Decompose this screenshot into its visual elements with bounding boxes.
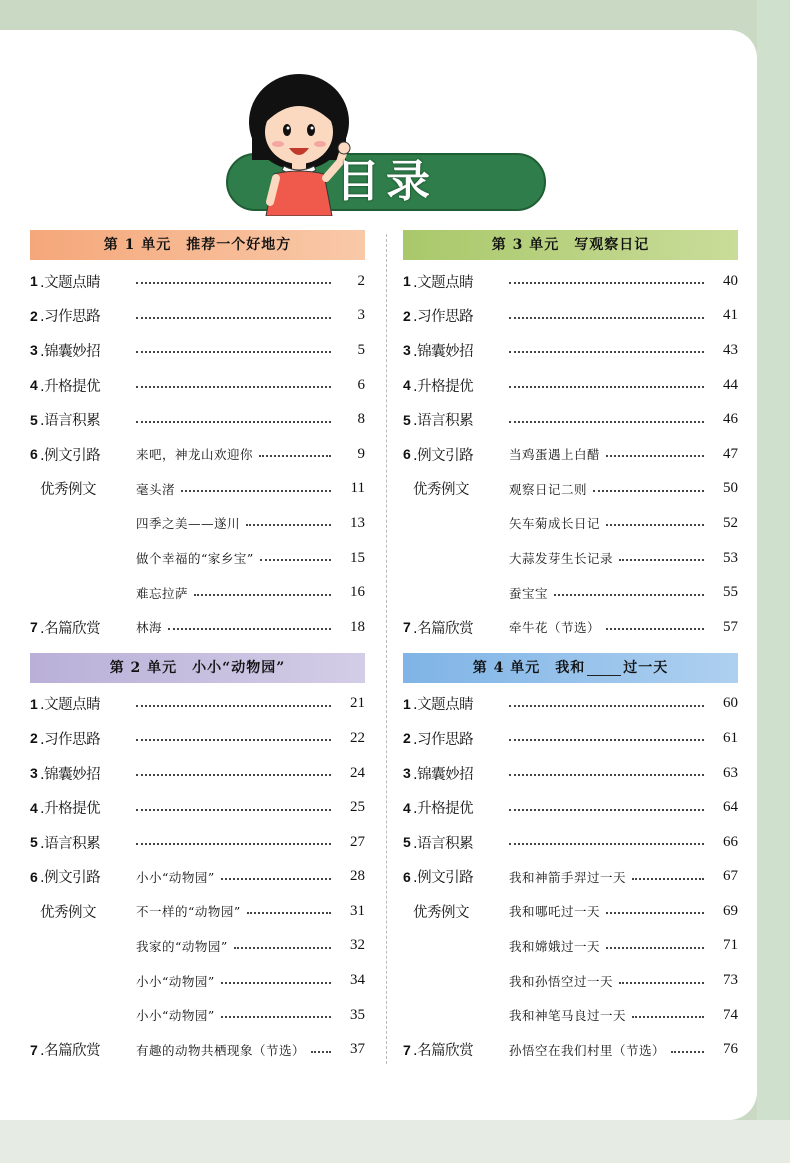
- entry-page-number: 27: [350, 833, 365, 850]
- entry-label: .文题点睛: [40, 697, 101, 714]
- entry-page-number: 28: [350, 868, 365, 885]
- toc-entry[interactable]: [30, 790, 365, 825]
- unit-4-header-suffix: 过一天: [623, 659, 669, 676]
- background-bottom-band: [0, 1120, 790, 1163]
- entry-title: 我和孙悟空过一天: [509, 973, 614, 989]
- entry-page-number: 31: [350, 902, 365, 919]
- entry-label: .习作思路: [413, 731, 474, 748]
- entry-number: 1: [403, 695, 411, 712]
- entry-page-number: 13: [350, 514, 365, 531]
- entry-title: 小小“动物园”: [136, 973, 215, 989]
- entry-page-number: 24: [350, 764, 365, 781]
- entry-page-number: 61: [723, 729, 738, 746]
- entry-number: 6: [30, 446, 38, 463]
- entry-number: 5: [403, 411, 411, 428]
- entry-page-number: 46: [723, 411, 738, 428]
- toc-entry[interactable]: [403, 860, 738, 895]
- toc-entry[interactable]: [30, 368, 365, 403]
- dot-leader: [554, 594, 704, 596]
- entry-title: 牵牛花（节选）: [509, 620, 601, 636]
- toc-entry[interactable]: [30, 860, 365, 895]
- entry-page-number: 57: [723, 618, 738, 635]
- entry-label: 优秀例文: [413, 482, 469, 499]
- entry-number: 7: [403, 1041, 411, 1058]
- entry-label: .锦囊妙招: [40, 343, 101, 360]
- toc-entry[interactable]: [30, 333, 365, 368]
- entry-number: 2: [403, 730, 411, 747]
- entry-number: 6: [403, 868, 411, 885]
- toc-entry[interactable]: [403, 402, 738, 437]
- toc-entry[interactable]: [30, 963, 365, 998]
- left-column: [30, 230, 365, 1075]
- unit-4-header: [403, 653, 738, 683]
- entry-page-number: 2: [357, 272, 365, 289]
- entry-number: 2: [403, 307, 411, 324]
- toc-entry[interactable]: [403, 790, 738, 825]
- dot-leader: [136, 705, 331, 707]
- dot-leader: [221, 982, 331, 984]
- entry-page-number: 3: [357, 307, 365, 324]
- dot-leader: [606, 947, 704, 949]
- entry-number: 5: [30, 411, 38, 428]
- dot-leader: [509, 774, 704, 776]
- dot-leader: [181, 490, 331, 492]
- entry-label: 优秀例文: [40, 904, 96, 921]
- toc-entry[interactable]: [403, 1032, 738, 1067]
- toc-entry[interactable]: [403, 929, 738, 964]
- entry-page-number: 44: [723, 376, 738, 393]
- entry-page-number: 71: [723, 937, 738, 954]
- dot-leader: [311, 1051, 331, 1053]
- dot-leader: [194, 594, 331, 596]
- entry-page-number: 34: [350, 972, 365, 989]
- unit-2-header: 第 2 单元 小小“动物园”: [30, 653, 365, 683]
- entry-page-number: 73: [723, 972, 738, 989]
- entry-page-number: 25: [350, 799, 365, 816]
- entry-title: 孙悟空在我们村里（节选）: [509, 1042, 666, 1058]
- entry-label: .习作思路: [40, 309, 101, 326]
- entry-label: .语言积累: [40, 413, 101, 430]
- entry-page-number: 64: [723, 799, 738, 816]
- dot-leader: [168, 628, 331, 630]
- entry-title: 小小“动物园”: [136, 1008, 215, 1024]
- dot-leader: [606, 628, 704, 630]
- toc-entry[interactable]: [30, 575, 365, 610]
- toc-entry[interactable]: [30, 929, 365, 964]
- entry-title: 大蒜发芽生长记录: [509, 551, 614, 567]
- unit-1-header: 第 1 单元 推荐一个好地方: [30, 230, 365, 260]
- unit-3-section: [403, 230, 738, 645]
- entry-number: 4: [403, 799, 411, 816]
- entry-number: 6: [30, 868, 38, 885]
- toc-entry[interactable]: [30, 721, 365, 756]
- entry-label: .文题点睛: [413, 697, 474, 714]
- entry-page-number: 40: [723, 272, 738, 289]
- dot-leader: [509, 282, 704, 284]
- entry-label: .文题点睛: [413, 274, 474, 291]
- entry-number: 7: [403, 619, 411, 636]
- unit-3-header: 第 3 单元 写观察日记: [403, 230, 738, 260]
- dot-leader: [593, 490, 704, 492]
- toc-entry[interactable]: [30, 506, 365, 541]
- toc-entry[interactable]: [403, 610, 738, 645]
- dot-leader: [136, 317, 331, 319]
- entry-label: .锦囊妙招: [413, 343, 474, 360]
- toc-entry[interactable]: [403, 825, 738, 860]
- entry-title: 蚕宝宝: [509, 585, 549, 601]
- entry-page-number: 74: [723, 1006, 738, 1023]
- entry-label: .例文引路: [40, 870, 101, 887]
- entry-number: 5: [403, 834, 411, 851]
- entry-title: 做个幸福的“家乡宝”: [136, 551, 254, 567]
- entry-label: .语言积累: [413, 835, 474, 852]
- dot-leader: [509, 421, 704, 423]
- toc-entry[interactable]: [30, 610, 365, 645]
- dot-leader: [221, 878, 331, 880]
- entry-label: .名篇欣赏: [413, 1043, 474, 1060]
- entry-number: 2: [30, 730, 38, 747]
- entry-page-number: 6: [357, 376, 365, 393]
- dot-leader: [509, 386, 704, 388]
- entry-label: .名篇欣赏: [413, 620, 474, 637]
- page-title: 目录: [336, 156, 436, 207]
- entry-number: 7: [30, 1041, 38, 1058]
- dot-leader: [247, 912, 331, 914]
- entry-title: 来吧，神龙山欢迎你: [136, 447, 254, 463]
- entry-label: .习作思路: [40, 731, 101, 748]
- entry-label: .升格提优: [413, 801, 474, 818]
- dot-leader: [509, 317, 704, 319]
- toc-entry[interactable]: [403, 437, 738, 472]
- dot-leader: [509, 739, 704, 741]
- entry-page-number: 21: [350, 695, 365, 712]
- toc-entry[interactable]: [403, 998, 738, 1033]
- dot-leader: [136, 351, 331, 353]
- toc-entry[interactable]: [403, 299, 738, 334]
- dot-leader: [509, 809, 704, 811]
- toc-entry[interactable]: [30, 541, 365, 576]
- toc-entry[interactable]: [403, 506, 738, 541]
- column-divider: [386, 234, 387, 1064]
- entry-number: 3: [403, 765, 411, 782]
- toc-entry[interactable]: [30, 472, 365, 507]
- toc-entry[interactable]: [403, 333, 738, 368]
- dot-leader: [136, 421, 331, 423]
- entry-page-number: 63: [723, 764, 738, 781]
- toc-entry[interactable]: [30, 825, 365, 860]
- entry-page-number: 18: [350, 618, 365, 635]
- entry-page-number: 22: [350, 729, 365, 746]
- entry-label: .例文引路: [413, 447, 474, 464]
- entry-page-number: 66: [723, 833, 738, 850]
- entry-title: 观察日记二则: [509, 481, 588, 497]
- entry-page-number: 47: [723, 445, 738, 462]
- entry-page-number: 60: [723, 695, 738, 712]
- entry-label: .语言积累: [413, 413, 474, 430]
- entry-title: 四季之美——遂川: [136, 516, 241, 532]
- dot-leader: [136, 809, 331, 811]
- dot-leader: [509, 705, 704, 707]
- entry-title: 难忘拉萨: [136, 585, 189, 601]
- entry-title: 毫头渚: [136, 481, 176, 497]
- dot-leader: [509, 843, 704, 845]
- dot-leader: [246, 524, 331, 526]
- entry-label: .例文引路: [40, 447, 101, 464]
- dot-leader: [259, 455, 331, 457]
- entry-number: 4: [403, 377, 411, 394]
- entry-page-number: 53: [723, 549, 738, 566]
- toc-entry[interactable]: [30, 402, 365, 437]
- dot-leader: [632, 1016, 704, 1018]
- entry-page-number: 76: [723, 1041, 738, 1058]
- entry-page-number: 15: [350, 549, 365, 566]
- toc-entry[interactable]: [403, 963, 738, 998]
- entry-title: 我家的“动物园”: [136, 938, 228, 954]
- entry-page-number: 55: [723, 584, 738, 601]
- entry-number: 1: [30, 273, 38, 290]
- entry-page-number: 11: [350, 480, 365, 497]
- entry-page-number: 35: [350, 1006, 365, 1023]
- dot-leader: [136, 282, 331, 284]
- entry-label: .名篇欣赏: [40, 620, 101, 637]
- entry-page-number: 43: [723, 341, 738, 358]
- entry-page-number: 8: [357, 411, 365, 428]
- entry-title: 我和神笔马良过一天: [509, 1008, 627, 1024]
- entry-title: 当鸡蛋遇上白醋: [509, 447, 601, 463]
- toc-entry[interactable]: [403, 541, 738, 576]
- background-right-band: [757, 0, 790, 1163]
- entry-page-number: 52: [723, 514, 738, 531]
- toc-entry[interactable]: [30, 756, 365, 791]
- entry-label: .例文引路: [413, 870, 474, 887]
- entry-number: 3: [30, 342, 38, 359]
- toc-entry[interactable]: [403, 575, 738, 610]
- entry-number: 6: [403, 446, 411, 463]
- dot-leader: [234, 947, 331, 949]
- entry-label: .名篇欣赏: [40, 1043, 101, 1060]
- entry-label: .升格提优: [40, 378, 101, 395]
- toc-entry[interactable]: [403, 756, 738, 791]
- entry-number: 3: [403, 342, 411, 359]
- entry-label: .锦囊妙招: [413, 766, 474, 783]
- dot-leader: [671, 1051, 704, 1053]
- entry-title: 不一样的“动物园”: [136, 904, 241, 920]
- entry-page-number: 67: [723, 868, 738, 885]
- right-column: [403, 230, 738, 1075]
- unit-4-blank: [587, 660, 621, 676]
- entry-label: 优秀例文: [40, 482, 96, 499]
- toc-entry[interactable]: [30, 894, 365, 929]
- dot-leader: [509, 351, 704, 353]
- unit-1-section: [30, 230, 365, 645]
- entry-page-number: 37: [350, 1041, 365, 1058]
- dot-leader: [221, 1016, 331, 1018]
- entry-page-number: 5: [357, 341, 365, 358]
- toc-entry[interactable]: [30, 998, 365, 1033]
- entry-label: 优秀例文: [413, 904, 469, 921]
- toc-entry[interactable]: [30, 299, 365, 334]
- entry-page-number: 32: [350, 937, 365, 954]
- entry-page-number: 69: [723, 902, 738, 919]
- dot-leader: [632, 878, 704, 880]
- entry-page-number: 41: [723, 307, 738, 324]
- dot-leader: [136, 774, 331, 776]
- entry-label: .语言积累: [40, 835, 101, 852]
- toc-entry[interactable]: [30, 264, 365, 299]
- toc-entry[interactable]: [30, 437, 365, 472]
- entry-number: 7: [30, 619, 38, 636]
- dot-leader: [606, 524, 704, 526]
- toc-entry[interactable]: [403, 368, 738, 403]
- entry-title: 我和嫦娥过一天: [509, 938, 601, 954]
- entry-number: 4: [30, 799, 38, 816]
- entry-label: .升格提优: [413, 378, 474, 395]
- dot-leader: [136, 843, 331, 845]
- entry-label: .锦囊妙招: [40, 766, 101, 783]
- toc-entry[interactable]: [403, 721, 738, 756]
- toc-entry[interactable]: [403, 894, 738, 929]
- entry-number: 1: [403, 273, 411, 290]
- toc-entry[interactable]: [403, 264, 738, 299]
- toc-entry[interactable]: [403, 472, 738, 507]
- dot-leader: [606, 455, 704, 457]
- entry-number: 1: [30, 695, 38, 712]
- unit-2-section: [30, 653, 365, 1068]
- entry-label: .习作思路: [413, 309, 474, 326]
- dot-leader: [619, 982, 704, 984]
- entry-page-number: 16: [350, 584, 365, 601]
- dot-leader: [606, 912, 704, 914]
- dot-leader: [619, 559, 704, 561]
- dot-leader: [260, 559, 331, 561]
- entry-label: .文题点睛: [40, 274, 101, 291]
- entry-label: .升格提优: [40, 801, 101, 818]
- unit-4-section: [403, 653, 738, 1068]
- entry-number: 2: [30, 307, 38, 324]
- toc-entry[interactable]: [30, 687, 365, 722]
- dot-leader: [136, 739, 331, 741]
- unit-4-header-prefix: 第 4 单元 我和: [472, 659, 586, 676]
- entry-page-number: 50: [723, 480, 738, 497]
- entry-title: 我和哪吒过一天: [509, 904, 601, 920]
- toc-entry[interactable]: [30, 1032, 365, 1067]
- entry-title: 我和神箭手羿过一天: [509, 869, 627, 885]
- entry-number: 4: [30, 377, 38, 394]
- toc-entry[interactable]: [403, 687, 738, 722]
- entry-title: 小小“动物园”: [136, 869, 215, 885]
- entry-page-number: 9: [357, 445, 365, 462]
- entry-title: 林海: [136, 620, 163, 636]
- entry-number: 3: [30, 765, 38, 782]
- entry-number: 5: [30, 834, 38, 851]
- dot-leader: [136, 386, 331, 388]
- entry-title: 矢车菊成长日记: [509, 516, 601, 532]
- entry-title: 有趣的动物共栖现象（节选）: [136, 1042, 306, 1058]
